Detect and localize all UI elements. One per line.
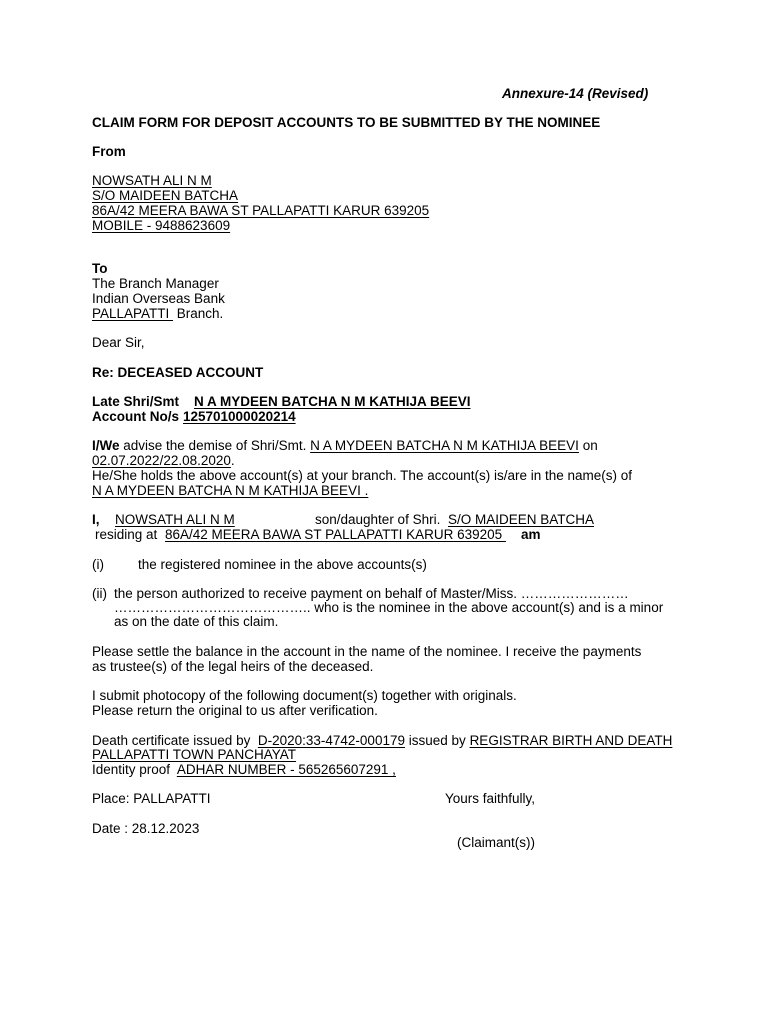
demise-dates-line (92, 453, 235, 468)
from-relation: S/O MAIDEEN BATCHA (92, 188, 239, 203)
death-cert-number: D-2020:33-4742-000179 (257, 733, 405, 748)
settle-line2: as trustee(s) of the legal heirs of the deceased. (92, 659, 374, 674)
advise-line (92, 438, 598, 453)
on-text: on (578, 438, 598, 453)
option-ii-number: (ii) (92, 586, 107, 601)
to-branch (92, 306, 223, 321)
holds-text: He/She holds the above account(s) at your branch. The account(s) is/are in the name(s) of (92, 468, 633, 483)
late-label: Late Shri/Smt (92, 394, 180, 409)
to-line1: The Branch Manager (92, 276, 219, 291)
submit-line1: I submit photocopy of the following document(s) together with originals. (92, 688, 517, 703)
date: Date : 28.12.2023 (92, 821, 200, 836)
account-holder-names: N A MYDEEN BATCHA N M KATHIJA BEEVI . (92, 483, 369, 498)
death-cert-label: Death certificate issued by (92, 733, 251, 748)
identity-proof-line (92, 762, 396, 777)
yours-faithfully: Yours faithfully, (445, 791, 536, 806)
annexure-label: Annexure-14 (Revised) (502, 86, 649, 101)
branch-name: PALLAPATTI (92, 306, 174, 321)
account-label: Account No/s (92, 409, 180, 424)
account-number: 125701000020214 (183, 409, 296, 424)
son-of-label: son/daughter of Shri. (315, 512, 441, 527)
option-i-text: the registered nominee in the above accounts(s) (138, 557, 427, 572)
deceased-names: N A MYDEEN BATCHA N M KATHIJA BEEVI (310, 438, 579, 453)
residing-label: residing at (95, 527, 158, 542)
issued-by-label: issued by (408, 733, 466, 748)
identity-proof-label: Identity proof (92, 762, 171, 777)
dates-period: . (230, 453, 235, 468)
claimant-signature-label: (Claimant(s)) (457, 835, 536, 850)
salutation: Dear Sir, (92, 335, 145, 350)
to-label: To (92, 261, 108, 276)
identity-proof-value: ADHAR NUMBER - 565265607291 , (176, 762, 396, 777)
to-line2: Indian Overseas Bank (92, 291, 225, 306)
place: Place: PALLAPATTI (92, 791, 211, 806)
option-ii-text2: …………………………………….. who is the nominee in the above account(s) and is a minor (114, 600, 664, 615)
from-address: 86A/42 MEERA BAWA ST PALLAPATTI KARUR 639205 (92, 203, 430, 218)
am-label: am (521, 527, 541, 542)
claimant-address: 86A/42 MEERA BAWA ST PALLAPATTI KARUR 639205 (165, 527, 506, 542)
settle-line1: Please settle the balance in the account in the name of the nominee. I receive the payments (92, 644, 642, 659)
from-label: From (92, 144, 126, 159)
iwe-label: I/We (92, 438, 120, 453)
advise-text: advise the demise of Shri/Smt. (119, 438, 311, 453)
branch-suffix: Branch. (173, 306, 224, 321)
death-cert-line (92, 733, 672, 748)
claimant-i: I, (92, 512, 100, 527)
late-names: N A MYDEEN BATCHA N M KATHIJA BEEVI (194, 394, 471, 409)
registrar-line2: PALLAPATTI TOWN PANCHAYAT (92, 747, 297, 762)
registrar-line1: REGISTRAR BIRTH AND DEATH (469, 733, 673, 748)
form-title: CLAIM FORM FOR DEPOSIT ACCOUNTS TO BE SUBMITTED BY THE NOMINEE (92, 115, 601, 130)
demise-dates: 02.07.2022/22.08.2020 (92, 453, 231, 468)
from-mobile: MOBILE - 9488623609 (92, 218, 231, 233)
claimant-father: S/O MAIDEEN BATCHA (448, 512, 595, 527)
subject: Re: DECEASED ACCOUNT (92, 365, 264, 380)
option-ii-text3: as on the date of this claim. (114, 614, 279, 629)
submit-line2: Please return the original to us after verification. (92, 703, 378, 718)
option-ii-text1: the person authorized to receive payment on behalf of Master/Miss. …………………… (114, 586, 629, 601)
claimant-name: NOWSATH ALI N M (115, 512, 235, 527)
from-name: NOWSATH ALI N M (92, 173, 212, 188)
option-i-number: (i) (92, 557, 104, 572)
